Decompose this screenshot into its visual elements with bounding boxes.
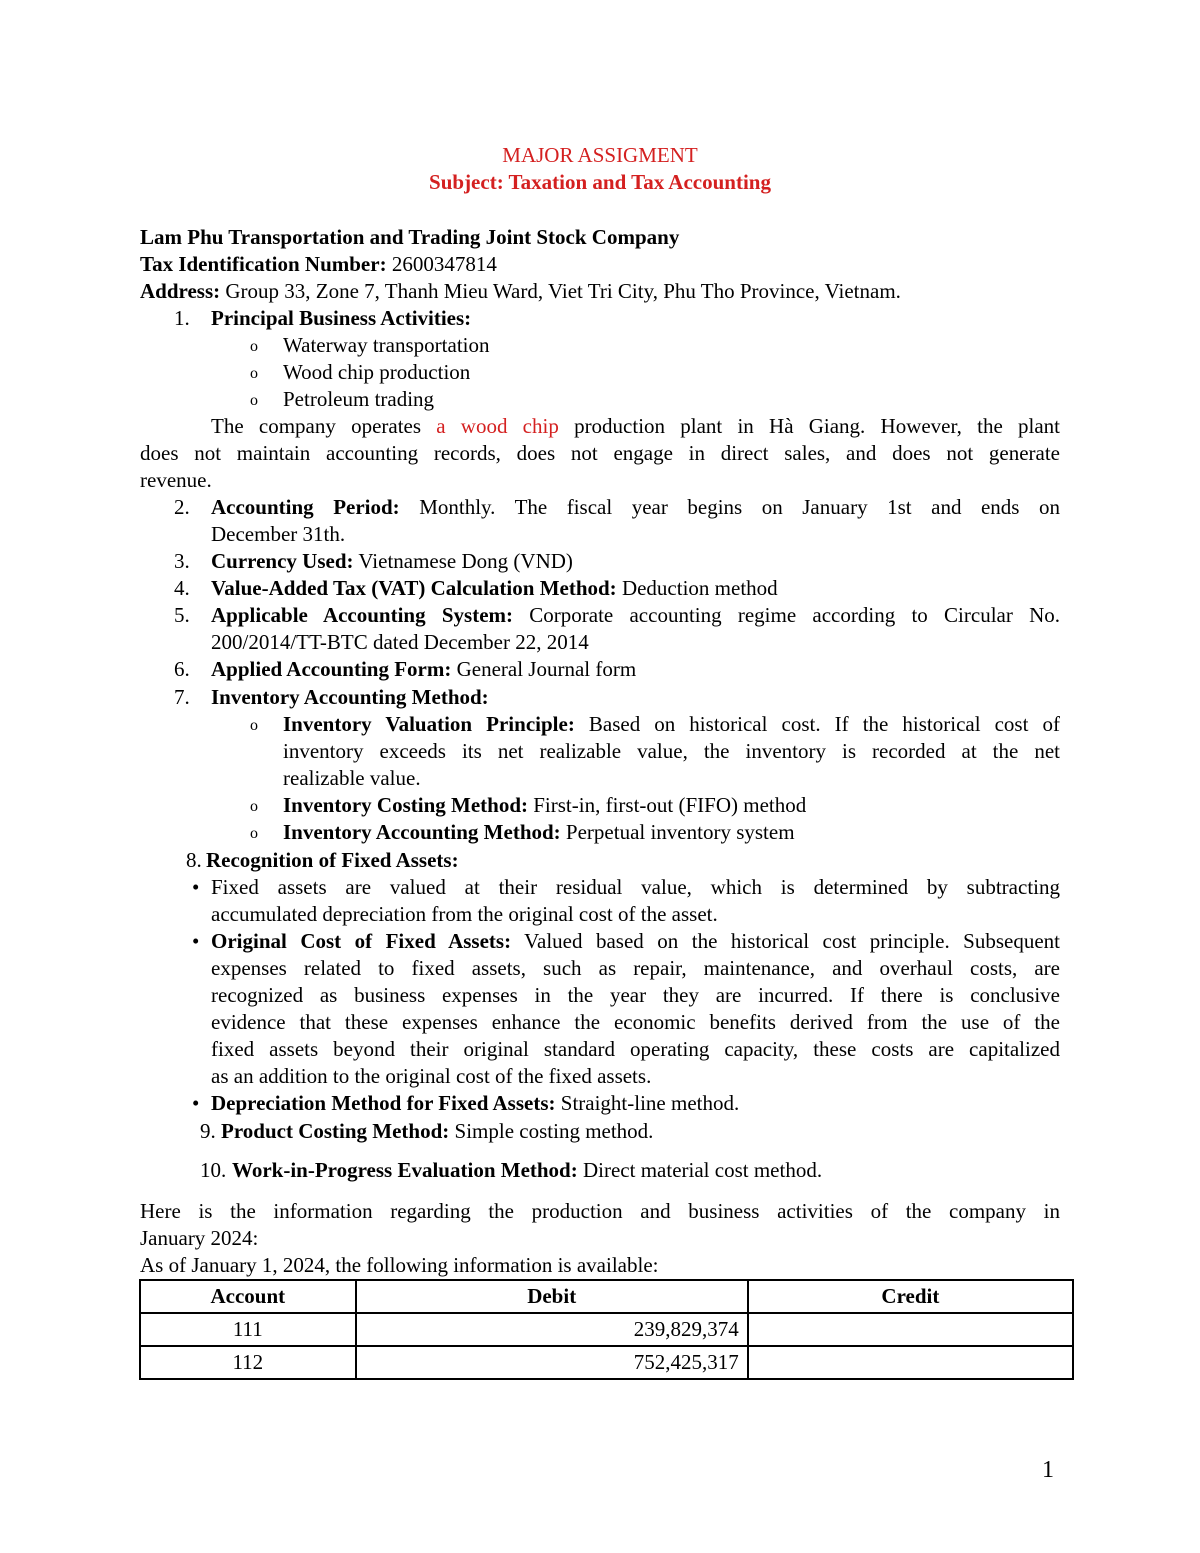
section-1-label: Principal Business Activities:: [211, 306, 472, 330]
section-6-label: Applied Accounting Form:: [211, 657, 452, 681]
section-9-label: Product Costing Method:: [221, 1119, 450, 1143]
section-5-number: 5.: [174, 603, 190, 627]
table-row: [140, 1313, 1073, 1346]
bullet-marker: o: [250, 338, 258, 355]
account-cell: 112: [140, 1346, 356, 1379]
plant-paragraph-line: does not maintain accounting records, does not engage in direct sales, and does not generate: [140, 441, 1060, 465]
document-subject: Subject: Taxation and Tax Accounting: [429, 170, 771, 194]
intro-line: Here is the information regarding the production and business activities of the company in: [140, 1199, 1060, 1223]
original-cost-label: Original Cost of Fixed Assets:: [211, 929, 512, 953]
section-5-label: Applicable Accounting System:: [211, 603, 514, 627]
section-7-label: Inventory Accounting Method:: [211, 685, 489, 709]
bullet-marker: o: [250, 798, 258, 815]
section-4-label: Value-Added Tax (VAT) Calculation Method:: [211, 576, 617, 600]
credit-cell: [748, 1313, 1073, 1346]
table-row: [140, 1346, 1073, 1379]
page-number: 1: [1042, 1457, 1054, 1483]
section-10-label: Work-in-Progress Evaluation Method:: [232, 1158, 578, 1182]
address-value: Group 33, Zone 7, Thanh Mieu Ward, Viet Tri City, Phu Tho Province, Vietnam.: [220, 279, 901, 303]
activity-item: Wood chip production: [283, 360, 471, 384]
bullet-marker: o: [250, 365, 258, 382]
tax-id-value: 2600347814: [386, 252, 497, 276]
account-cell: 111: [140, 1313, 356, 1346]
plant-paragraph-line: revenue.: [140, 468, 212, 492]
intro-line: As of January 1, 2024, the following information is available:: [140, 1253, 659, 1277]
inventory-costing-label: Inventory Costing Method:: [283, 793, 528, 817]
section-8-number: 8.: [186, 848, 202, 872]
section-3-number: 3.: [174, 549, 190, 573]
section-9-number: 9.: [200, 1119, 216, 1143]
section-6-number: 6.: [174, 657, 190, 681]
section-2-label: Accounting Period:: [211, 495, 400, 519]
section-7-number: 7.: [174, 685, 190, 709]
inventory-accounting-label: Inventory Accounting Method:: [283, 820, 561, 844]
section-2-number: 2.: [174, 495, 190, 519]
opening-balance-table: [139, 1279, 1074, 1380]
address-line: Address: Group 33, Zone 7, Thanh Mieu Ward, Viet Tri City, Phu Tho Province, Vietnam.: [140, 279, 901, 303]
column-header: Credit: [748, 1280, 1073, 1313]
bullet-marker: o: [250, 392, 258, 409]
bullet-marker: •: [192, 875, 200, 899]
debit-cell: 239,829,374: [356, 1313, 748, 1346]
credit-cell: [748, 1346, 1073, 1379]
section-4-number: 4.: [174, 576, 190, 600]
bullet-marker: o: [250, 717, 258, 734]
document-page: MAJOR ASSIGMENT Subject: Taxation and Tax Accounting Lam Phu Transportation and Trading Joint Stock Company Tax Identification Number: 2600347814 Address: Group 33, Zone 7, Thanh Mieu Ward, Viet Tri City, Phu Tho Province, Vietnam. 1. Principal Business Activities: o Waterway transportation o Wood chip production o Petroleum trading The company operates a wood chip production plant in Hà Giang. However, the plant does not maintain accounting records, does not engage in direct sales, and does not generate revenue. 2. Accounting Period: Monthly. The fiscal year begins on January 1st and ends on December 31th. 3. Currency Used: Vietnamese Dong (VND) 4. Value-Added Tax (VAT) Calculation Method: Deduction method 5. Applicable Accounting System: Corporate accounting regime according to Circular No. 200/2014/TT-BTC dated December 22, 2014 6. Applied Accounting Form: General Journal form 7. Inventory Accounting Method: o Inventory Valuation Principle: Based on historical cost. If the historical cost of inventory exceeds its net realizable value, the inventory is recorded at the net realizable value. o Inventory Costing Method: First-in, first-out (FIFO) method o Inventory Accounting Method: Perpetual inventory system 8. Recognition of Fixed Assets: • Fixed assets are valued at their residual value, which is determined by subtracting accumulated depreciation from the original cost of the asset. • Original Cost of Fixed Assets: Valued based on the historical cost principle. Subsequent expenses related to fixed assets, such as repair, maintenance, and overhaul costs, are recognized as business expenses in the year they are incurred. If there is conclusive evidence that these expenses enhance the economic benefits derived from the use of the fixed assets beyond their original standard operating capacity, these costs are capitalized as an addition to the original cost of the fixed assets. • Depreciation Method for Fixed Assets: Straight-line method. 9. Product Costing Method: Simple costing method. 10. Work-in-Progress Evaluation Method: Direct material cost method. Here is the information regarding the production and business activities of the company in January 2024: As of January 1, 2024, the following information is available: Account Debit Credit 111 239,829,374 112 752,425,317 1: [0, 0, 1200, 1553]
section-8-label: Recognition of Fixed Assets:: [206, 848, 459, 872]
bullet-marker: •: [192, 929, 200, 953]
column-header: Account: [140, 1280, 356, 1313]
activity-item: Petroleum trading: [283, 387, 435, 411]
bullet-marker: •: [192, 1091, 200, 1115]
document-title: MAJOR ASSIGMENT: [502, 143, 698, 167]
debit-cell: 752,425,317: [356, 1346, 748, 1379]
plant-paragraph-line: The company operates a wood chip production plant in Hà Giang. However, the plant: [211, 414, 1060, 438]
inventory-valuation-label: Inventory Valuation Principle:: [283, 712, 575, 736]
tax-id-line: Tax Identification Number: 2600347814: [140, 252, 497, 276]
section-10-number: 10.: [200, 1158, 227, 1182]
activity-item: Waterway transportation: [283, 333, 490, 357]
highlight-wood-chip: a wood chip: [436, 414, 559, 438]
bullet-marker: o: [250, 825, 258, 842]
company-name: Lam Phu Transportation and Trading Joint Stock Company: [140, 225, 680, 249]
table-header-row: [140, 1280, 1073, 1313]
column-header: Debit: [356, 1280, 748, 1313]
depreciation-label: Depreciation Method for Fixed Assets:: [211, 1091, 556, 1115]
section-1-number: 1.: [174, 306, 190, 330]
intro-line: January 2024:: [140, 1226, 259, 1250]
section-3-label: Currency Used:: [211, 549, 354, 573]
